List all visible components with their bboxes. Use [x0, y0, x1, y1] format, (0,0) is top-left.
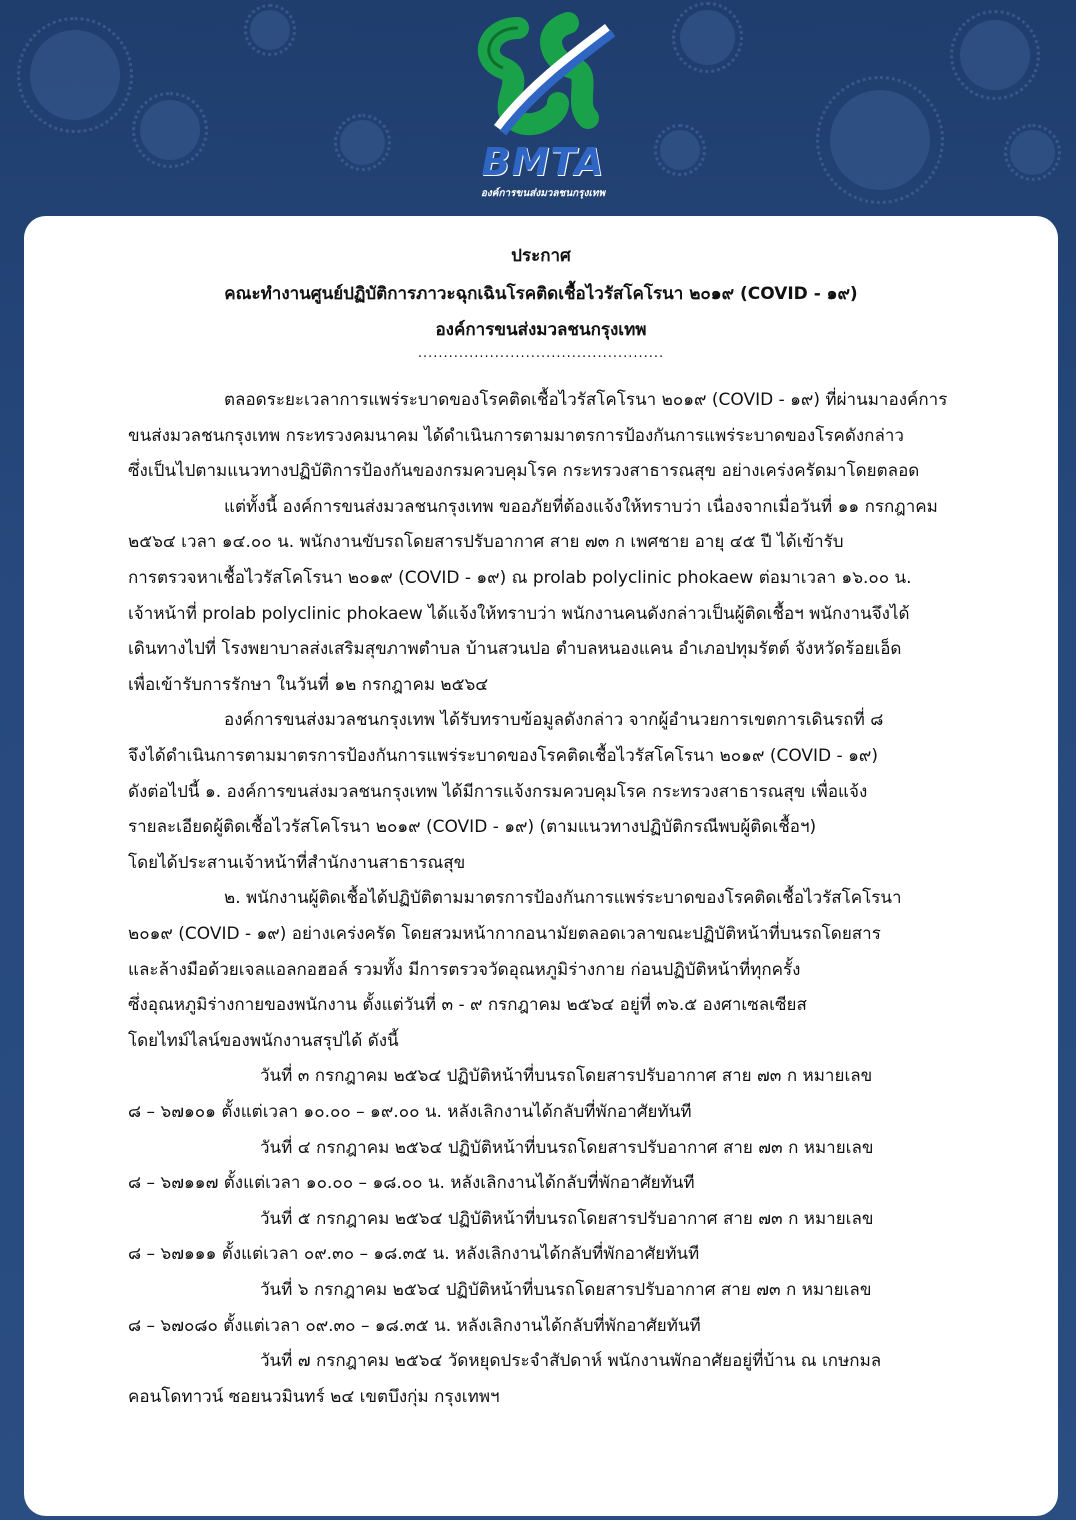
- body-line: และล้างมือด้วยเจลแอลกอฮอล์ รวมทั้ง มีการตรวจวัดอุณหภูมิร่างกาย ก่อนปฏิบัติหน้าที่ทุกครั้ง: [128, 959, 801, 980]
- body-line: แต่ทั้งนี้ องค์การขนส่งมวลชนกรุงเทพ ขออภัยที่ต้องแจ้งให้ทราบว่า เนื่องจากเมื่อวันที่ ๑๑ กรกฎาคม: [224, 496, 938, 517]
- header-divider: ................................................: [417, 346, 665, 361]
- body-line: ๒๕๖๔ เวลา ๑๔.๐๐ น. พนักงานขับรถโดยสารปรับอากาศ สาย ๗๓ ก เพศชาย อายุ ๔๕ ปี ได้เข้ารับ: [128, 532, 844, 553]
- body-line: วันที่ ๓ กรกฎาคม ๒๕๖๔ ปฏิบัติหน้าที่บนรถโดยสารปรับอากาศ สาย ๗๓ ก หมายเลข: [260, 1066, 873, 1087]
- body-line: ซึ่งเป็นไปตามแนวทางปฏิบัติการป้องกันของกรมควบคุมโรค กระทรวงสาธารณสุข อย่างเคร่งครัดมาโดยตลอด: [128, 461, 920, 482]
- virus-decoration: [1010, 130, 1055, 175]
- announcement-title: ประกาศ: [511, 246, 571, 266]
- body-line: เจ้าหน้าที่ prolab polyclinic phokaew ได้แจ้งให้ทราบว่า พนักงานคนดังกล่าวเป็นผู้ติดเชื้อฯ พนักงานจึงได้: [128, 603, 910, 624]
- bmta-logo: [458, 8, 628, 198]
- body-line: ๘ – ๖๗๑๐๑ ตั้งแต่เวลา ๑๐.๐๐ – ๑๙.๐๐ น. หลังเลิกงานได้กลับที่พักอาศัยทันที: [128, 1102, 692, 1122]
- body-line: ๒. พนักงานผู้ติดเชื้อได้ปฏิบัติตามมาตรการป้องกันการแพร่ระบาดของโรคติดเชื้อไวรัสโคโรนา: [224, 888, 902, 909]
- body-line: วันที่ ๕ กรกฎาคม ๒๕๖๔ ปฏิบัติหน้าที่บนรถโดยสารปรับอากาศ สาย ๗๓ ก หมายเลข: [260, 1208, 874, 1229]
- body-line: วันที่ ๗ กรกฎาคม ๒๕๖๔ วัดหยุดประจำสัปดาห์ พนักงานพักอาศัยอยู่ที่บ้าน ณ เกษกมล: [260, 1351, 882, 1372]
- body-line: ๘ – ๖๗๑๑๑ ตั้งแต่เวลา ๐๙.๓๐ – ๑๘.๓๕ น. หลังเลิกงานได้กลับที่พักอาศัยทันที: [128, 1244, 700, 1265]
- body-line: องค์การขนส่งมวลชนกรุงเทพ ได้รับทราบข้อมูลดังกล่าว จากผู้อำนวยการเขตการเดินรถที่ ๘: [224, 710, 884, 731]
- announcement-committee: คณะทำงานศูนย์ปฏิบัติการภาวะฉุกเฉินโรคติดเชื้อไวรัสโคโรนา ๒๐๑๙ (COVID - ๑๙): [224, 284, 858, 304]
- body-line: ๒๐๑๙ (COVID - ๑๙) อย่างเคร่งครัด โดยสวมหน้ากากอนามัยตลอดเวลาขณะปฏิบัติหน้าที่บนรถโดยสาร: [128, 924, 881, 944]
- body-line: จึงได้ดำเนินการตามมาตรการป้องกันการแพร่ระบาดของโรคติดเชื้อไวรัสโคโรนา ๒๐๑๙ (COVID - ๑๙): [128, 746, 878, 766]
- body-line: โดยได้ประสานเจ้าหน้าที่สำนักงานสาธารณสุข: [128, 852, 466, 873]
- virus-decoration: [140, 100, 200, 160]
- virus-decoration: [30, 30, 120, 120]
- body-line: รายละเอียดผู้ติดเชื้อไวรัสโคโรนา ๒๐๑๙ (COVID - ๑๙) (ตามแนวทางปฏิบัติกรณีพบผู้ติดเชื้อฯ): [128, 817, 817, 838]
- announcement-organization: องค์การขนส่งมวลชนกรุงเทพ: [435, 320, 647, 340]
- body-line: ซึ่งอุณหภูมิร่างกายของพนักงาน ตั้งแต่วันที่ ๓ - ๙ กรกฎาคม ๒๕๖๔ อยู่ที่ ๓๖.๕ องศาเซลเซียส: [128, 995, 807, 1016]
- body-line: โดยไทม์ไลน์ของพนักงานสรุปได้ ดังนี้: [128, 1030, 399, 1051]
- body-line: คอนโดทาวน์ ซอยนวมินทร์ ๒๔ เขตบึงกุ่ม กรุงเทพฯ: [128, 1386, 500, 1407]
- body-line: การตรวจหาเชื้อไวรัสโคโรนา ๒๐๑๙ (COVID - ๑๙) ณ prolab polyclinic phokaew ต่อมาเวลา ๑๖.๐๐ น.: [128, 568, 912, 588]
- body-line: ๘ – ๖๗๐๘๐ ตั้งแต่เวลา ๐๙.๓๐ – ๑๘.๓๕ น. หลังเลิกงานได้กลับที่พักอาศัยทันที: [128, 1315, 701, 1336]
- virus-decoration: [830, 90, 930, 190]
- body-line: ตลอดระยะเวลาการแพร่ระบาดของโรคติดเชื้อไวรัสโคโรนา ๒๐๑๙ (COVID - ๑๙) ที่ผ่านมาองค์การ: [224, 390, 948, 410]
- bmta-logo-mark: [458, 8, 628, 148]
- body-line: ดังต่อไปนี้ ๑. องค์การขนส่งมวลชนกรุงเทพ ได้มีการแจ้งกรมควบคุมโรค กระทรวงสาธารณสุข เพื่อแจ้ง: [128, 781, 868, 802]
- virus-decoration: [250, 10, 290, 50]
- body-line: เพื่อเข้ารับการรักษา ในวันที่ ๑๒ กรกฎาคม ๒๕๖๔: [128, 674, 489, 695]
- body-line: วันที่ ๔ กรกฎาคม ๒๕๖๔ ปฏิบัติหน้าที่บนรถโดยสารปรับอากาศ สาย ๗๓ ก หมายเลข: [260, 1137, 874, 1158]
- virus-decoration: [340, 120, 385, 165]
- virus-decoration: [960, 20, 1030, 90]
- body-line: เดินทางไปที่ โรงพยาบาลส่งเสริมสุขภาพตำบล บ้านสวนปอ ตำบลหนองแคน อำเภอปทุมรัตต์ จังหวัดร้อยเอ็ด: [128, 639, 902, 660]
- virus-decoration: [680, 10, 735, 65]
- body-line: ขนส่งมวลชนกรุงเทพ กระทรวงคมนาคม ได้ดำเนินการตามมาตรการป้องกันการแพร่ระบาดของโรคดังกล่าว: [128, 425, 904, 446]
- logo-subtitle: องค์การขนส่งมวลชนกรุงเทพ: [480, 188, 606, 199]
- body-line: วันที่ ๖ กรกฎาคม ๒๕๖๔ ปฏิบัติหน้าที่บนรถโดยสารปรับอากาศ สาย ๗๓ ก หมายเลข: [260, 1280, 872, 1300]
- logo-brand-text: BMTA: [481, 140, 605, 184]
- body-line: ๘ – ๖๗๑๑๗ ตั้งแต่เวลา ๑๐.๐๐ – ๑๘.๐๐ น. หลังเลิกงานได้กลับที่พักอาศัยทันที: [128, 1173, 695, 1194]
- virus-decoration: [660, 130, 700, 170]
- announcement-card: [24, 216, 1058, 1516]
